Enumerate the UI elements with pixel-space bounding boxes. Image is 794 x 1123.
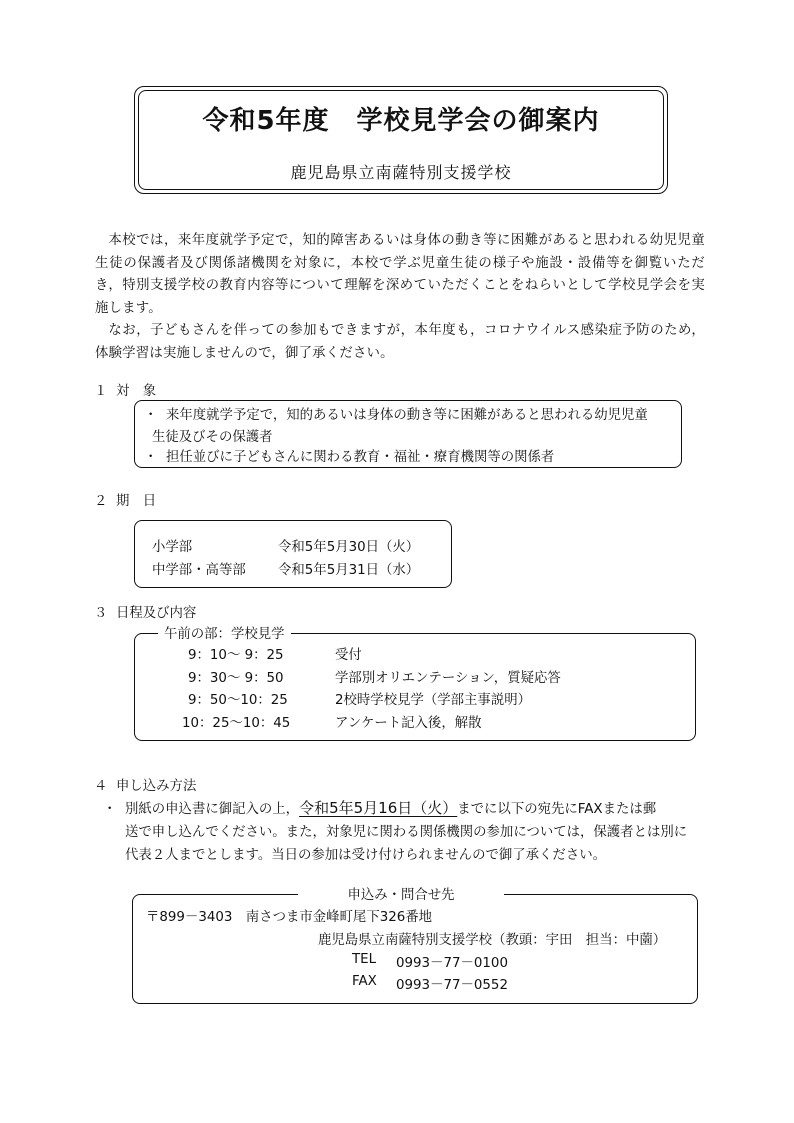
section-2-heading [94,490,156,509]
schedule-time: 9：10～ 9：25 [188,648,284,663]
section-2-title: 期 日 [116,494,157,509]
schedule-time: 9：30～ 9：50 [188,671,284,686]
intro-paragraph-2: なお，子どもさんを伴っての参加もできますが，本年度も，コロナウイルス感染症予防のため，体験学習は実施しませんので，御了承ください。 [95,323,705,361]
application-text-post: までに以下の宛先にFAXまたは郵 [457,802,657,817]
section-1-title: 対 象 [116,384,157,399]
application-text-pre: 別紙の申込書に御記入の上， [125,802,300,817]
contact-tel-label: TEL [352,952,377,967]
contact-address: 〒899－3403 南さつま市金峰町尾下326番地 [146,910,433,925]
application-deadline: 令和5年5月16日（火） [299,799,458,817]
application-line-1 [103,797,656,818]
intro-paragraph-1: 本校では，来年度就学予定で，知的障害あるいは身体の動き等に困難があると思われる幼児児童生徒の保護者及び関係諸機関を対象に，本校で学ぶ児童生徒の様子や施設・設備等を御覧いただき，特別支援学校の教育内容等について理解を深めていただくことをねらいとして学校見学会を実施します。 [95,233,705,316]
schedule-content: 受付 [335,648,362,663]
application-line-3: 代表２人までとします。当日の参加は受け付けられませんので御了承ください。 [125,848,606,863]
target-item-1-line-1: 来年度就学予定で，知的あるいは身体の動き等に困難があると思われる幼児児童 [166,408,648,423]
bullet-icon: ・ [144,408,158,423]
school-name: 鹿児島県立南薩特別支援学校 [290,163,512,182]
bullet-icon: ・ [144,450,158,465]
contact-fax: 0993－77－0552 [396,978,508,993]
date-row-date: 令和5年5月30日（火） [278,540,420,555]
schedule-content: 学部別オリエンテーション，質疑応答 [335,671,561,686]
target-item-1-line-2: 生徒及びその保護者 [152,430,273,445]
section-3-title: 日程及び内容 [116,606,197,621]
section-1-number: １ [94,384,108,399]
target-item-2 [144,446,554,465]
schedule-content: アンケート記入後，解散 [335,716,482,731]
section-4-title: 申し込み方法 [116,779,197,794]
section-4-heading [94,775,196,794]
schedule-content: 2校時学校見学（学部主事説明） [335,693,531,708]
section-2-number: ２ [94,494,108,509]
target-item-1 [144,404,648,423]
section-4-number: ４ [94,779,108,794]
bullet-icon: ・ [103,802,117,817]
date-row-date: 令和5年5月31日（水） [278,563,420,578]
schedule-time: 10：25～10：45 [182,716,291,731]
contact-fax-label: FAX [352,974,377,989]
application-line-2: 送で申し込んでください。また，対象児に関わる関係機関の参加については，保護者とは別に [125,825,688,840]
page-title: 令和5年度 学校見学会の御案内 [202,106,600,136]
contact-legend: 申込み・問合せ先 [298,884,504,903]
section-3-number: ３ [94,606,108,621]
date-row-dept: 中学部・高等部 [152,563,246,578]
section-3-heading [94,602,196,621]
section-1-heading [94,380,156,399]
date-row-dept: 小学部 [152,540,193,555]
contact-school: 鹿児島県立南薩特別支援学校（教頭：宇田 担当：中薗） [318,933,667,948]
target-item-2-text: 担任並びに子どもさんに関わる教育・福祉・療育機関等の関係者 [166,450,555,465]
contact-tel: 0993－77－0100 [396,956,508,971]
schedule-legend: 午前の部：学校見学 [158,623,291,642]
schedule-time: 9：50～10：25 [188,693,288,708]
